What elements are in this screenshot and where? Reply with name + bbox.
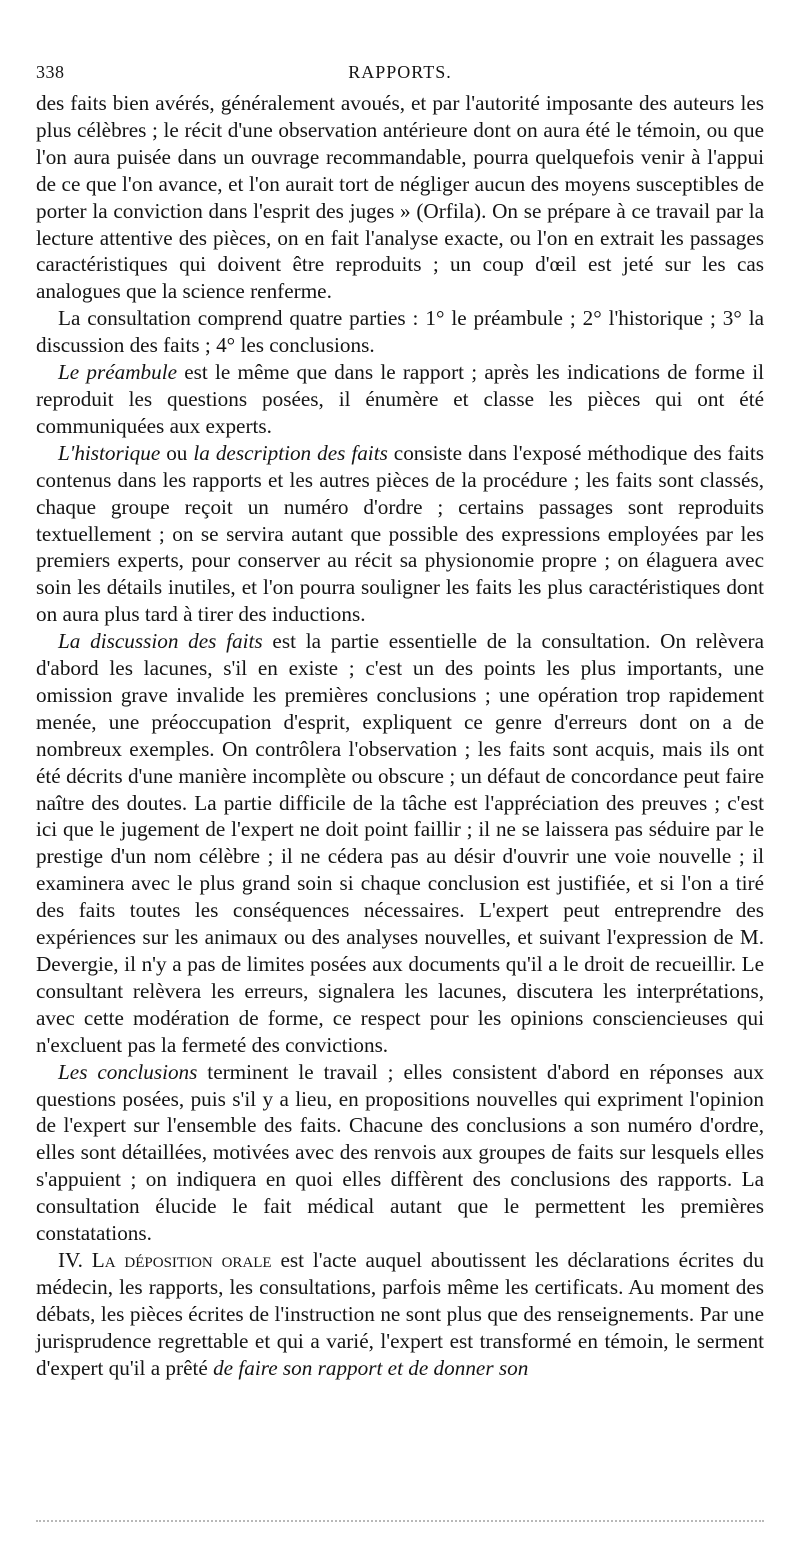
paragraph-text: est l'acte auquel aboutissent les déclarations écrites du médecin, les rapports, les consultations, parfois même les certificats. Au moment des débats, les pièces écrites de l'instruction ne sont plus que des renseignements. Par une jurisprudence regrettable et qui a varié, l'expert est transformé en témoin, le serment d'expert qu'il a prêté [36, 1247, 764, 1380]
italic-term: L'historique [58, 440, 161, 465]
italic-term: Le préambule [58, 360, 178, 385]
paragraph-conclusions [36, 1059, 764, 1247]
paragraph-text: terminent le travail ; elles consistent d'abord en réponses aux questions posées, puis s'il y a lieu, en propositions nouvelles qui expriment l'opinion de l'expert sur l'ensemble des faits. Chacune des conclusions a son numéro d'ordre, elles sont détaillées, motivées avec des renvois aux groupes de faits sur lesquels elles s'appuient ; on indiquera en quoi elles diffèrent des conclusions des rapports. La consultation élucide le fait médical autant que le permettent les premières constatations. [36, 1059, 764, 1246]
italic-term: La discussion des faits [58, 629, 263, 654]
paragraph-text: est la partie essentielle de la consultation. On relèvera d'abord les lacunes, s'il en existe ; c'est un des points les plus importants, une omission grave invalide les premières conclusions ; une opération trop rapidement menée, une préoccupation d'esprit, expliquent ce genre d'erreurs dont on a de nombreux exemples. On contrôlera l'observation ; les faits sont acquis, mais ils ont été décrits d'une manière incomplète ou obscure ; un défaut de concordance peut faire naître des doutes. La partie difficile de la tâche est l'appréciation des preuves ; c'est ici que le jugement de l'expert ne doit point faillir ; il ne se laissera pas séduire par le prestige d'un nom célèbre ; il ne cédera pas au désir d'ouvrir une voie nouvelle ; il examinera avec le plus grand soin si chaque conclusion est justifiée, et si l'on a tiré des faits toutes les conséquences nécessaires. L'expert peut entreprendre des expériences sur les animaux ou des analyses nouvelles, et suivant l'expression de M. Devergie, il n'y a pas de limites posées aux documents qu'il a le droit de recueillir. Le consultant relèvera les erreurs, signalera les lacunes, discutera les interprétations, avec cette modération de forme, ce respect pour les opinions consciencieuses qui n'excluent pas la fermeté des convictions. [36, 629, 764, 1057]
running-title: RAPPORTS. [348, 62, 452, 82]
footer-dotted-rule [36, 1520, 764, 1530]
paragraph-text: est le même que dans le rapport ; après les indications de forme il reproduit les questions posées, il énumère et classe les pièces qui ont été communiquées aux experts. [36, 360, 764, 438]
italic-term: Les conclusions [58, 1059, 198, 1084]
paragraph-continuation [36, 90, 764, 305]
body-text [36, 90, 764, 1382]
paragraph-discussion [36, 628, 764, 1059]
paragraph-preambule [36, 359, 764, 440]
paragraph-text: La consultation comprend quatre parties : 1° le préambule ; 2° l'historique ; 3° la discussion des faits ; 4° les conclusions. [36, 306, 764, 358]
section-number: IV. [58, 1247, 92, 1272]
paragraph-consultation-parts [36, 305, 764, 359]
paragraph-historique [36, 440, 764, 628]
page-number: 338 [36, 62, 65, 82]
paragraph-deposition-orale [36, 1247, 764, 1382]
connector-text: ou [160, 440, 194, 465]
paragraph-text: des faits bien avérés, généralement avoués, et par l'autorité imposante des auteurs les plus célèbres ; le récit d'une observation antérieure dont on aura été le témoin, ou que l'on aura puisée dans un ouvrage recommandable, pourra quelquefois venir à l'appui de ce que l'on avance, et l'on aurait tort de négliger aucun des moyens susceptibles de porter la conviction dans l'esprit des juges » (Orfila). On se prépare à ce travail par la lecture attentive des pièces, on en fait l'analyse exacte, ou l'on en extrait les passages caractéristiques qui doivent être reproduits ; un coup d'œil est jeté sur les cas analogues que la science renferme. [36, 91, 764, 304]
running-head [36, 56, 764, 90]
italic-term: la description des faits [193, 440, 388, 465]
italic-tail: de faire son rapport et de donner son [213, 1355, 529, 1380]
paragraph-text: consiste dans l'exposé méthodique des faits contenus dans les rapports et les autres pièces de la procédure ; les faits sont classés, chaque groupe reçoit un numéro d'ordre ; certains passages sont reproduits textuellement ; on se servira autant que possible des expressions employées par les premiers experts, pour conserver au récit sa physionomie propre ; on élaguera avec soin les détails inutiles, et l'on pourra souligner les faits les plus caractéristiques dont on aura plus tard à tirer des inductions. [36, 440, 765, 627]
section-heading: La déposition orale [91, 1247, 272, 1272]
